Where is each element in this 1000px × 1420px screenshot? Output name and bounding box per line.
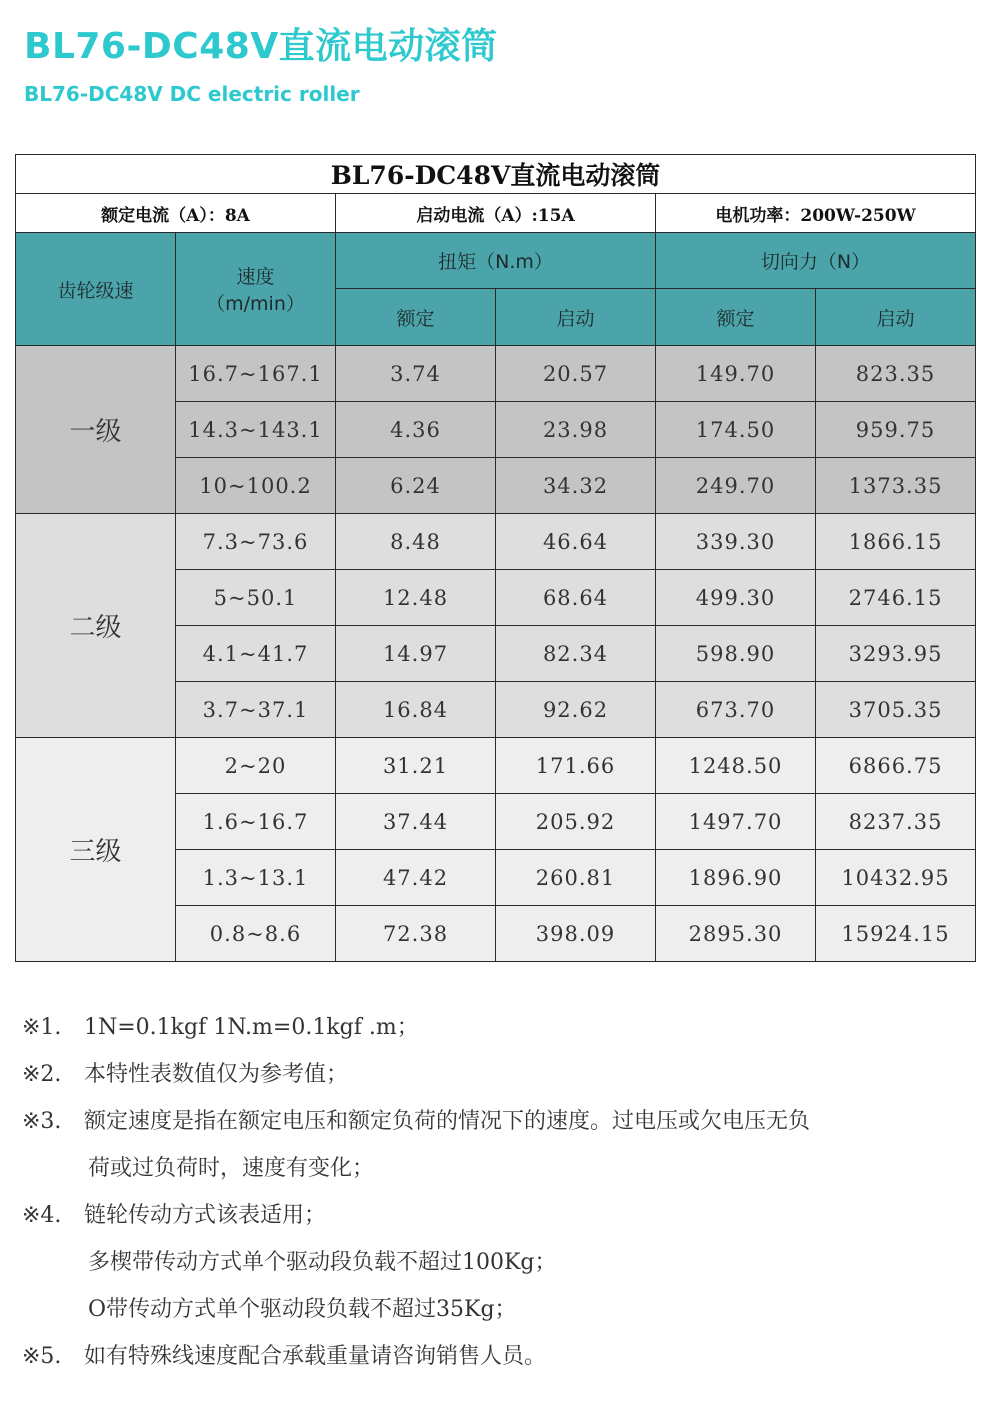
- torque-start-cell: 46.64: [496, 514, 656, 570]
- torque-rated-cell: 47.42: [336, 850, 496, 906]
- gear-level-cell: 二级: [16, 514, 176, 738]
- torque-start-cell: 92.62: [496, 682, 656, 738]
- note-line: [22, 1004, 982, 1051]
- note-marker: ※5.: [22, 1344, 62, 1369]
- force-start-cell: 2746.15: [816, 570, 976, 626]
- note-line: [22, 1239, 982, 1286]
- note-line: [22, 1145, 982, 1192]
- force-start-cell: 1866.15: [816, 514, 976, 570]
- start-current-info: 启动电流（A）:15A: [336, 194, 656, 233]
- note-text: 链轮传动方式该表适用；: [84, 1203, 327, 1228]
- force-rated-cell: 1896.90: [656, 850, 816, 906]
- torque-rated-cell: 72.38: [336, 906, 496, 962]
- torque-start-cell: 398.09: [496, 906, 656, 962]
- header-torque-rated: 额定: [336, 289, 496, 346]
- speed-cell: 7.3~73.6: [176, 514, 336, 570]
- note-marker: ※3.: [22, 1109, 62, 1134]
- force-rated-cell: 598.90: [656, 626, 816, 682]
- spec-table: [15, 154, 976, 962]
- notes: [22, 1004, 982, 1380]
- page-subtitle: BL76-DC48V DC electric roller: [24, 82, 360, 106]
- speed-cell: 10~100.2: [176, 458, 336, 514]
- note-text: 荷或过负荷时，速度有变化；: [88, 1156, 375, 1181]
- table-row: [16, 738, 976, 794]
- note-text: 本特性表数值仅为参考值；: [84, 1062, 349, 1087]
- page-title: BL76-DC48V直流电动滚筒: [24, 26, 498, 67]
- speed-cell: 3.7~37.1: [176, 682, 336, 738]
- torque-rated-cell: 8.48: [336, 514, 496, 570]
- motor-power-info: 电机功率：200W-250W: [656, 194, 976, 233]
- rated-current-info: 额定电流（A）：8A: [16, 194, 336, 233]
- torque-rated-cell: 3.74: [336, 346, 496, 402]
- torque-start-cell: 260.81: [496, 850, 656, 906]
- note-text: O带传动方式单个驱动段负载不超过35Kg；: [88, 1297, 517, 1322]
- speed-cell: 16.7~167.1: [176, 346, 336, 402]
- note-text: 1N=0.1kgf 1N.m=0.1kgf .m；: [84, 1015, 419, 1040]
- note-line: [22, 1333, 982, 1380]
- torque-start-cell: 68.64: [496, 570, 656, 626]
- note-text: 多楔带传动方式单个驱动段负载不超过100Kg；: [88, 1250, 557, 1275]
- force-rated-cell: 2895.30: [656, 906, 816, 962]
- torque-rated-cell: 37.44: [336, 794, 496, 850]
- speed-cell: 1.6~16.7: [176, 794, 336, 850]
- force-start-cell: 8237.35: [816, 794, 976, 850]
- table-row: [16, 346, 976, 402]
- force-start-cell: 3705.35: [816, 682, 976, 738]
- torque-start-cell: 20.57: [496, 346, 656, 402]
- torque-start-cell: 82.34: [496, 626, 656, 682]
- force-start-cell: 3293.95: [816, 626, 976, 682]
- torque-rated-cell: 6.24: [336, 458, 496, 514]
- header-gear-level: 齿轮级速: [16, 233, 176, 346]
- speed-cell: 1.3~13.1: [176, 850, 336, 906]
- torque-rated-cell: 14.97: [336, 626, 496, 682]
- speed-cell: 14.3~143.1: [176, 402, 336, 458]
- note-line: [22, 1098, 982, 1145]
- header-tangential-force: 切向力（N）: [656, 233, 976, 289]
- torque-rated-cell: 12.48: [336, 570, 496, 626]
- force-rated-cell: 249.70: [656, 458, 816, 514]
- gear-level-cell: 三级: [16, 738, 176, 962]
- force-rated-cell: 149.70: [656, 346, 816, 402]
- header-speed-label: 速度: [236, 266, 275, 288]
- force-rated-cell: 1497.70: [656, 794, 816, 850]
- force-rated-cell: 339.30: [656, 514, 816, 570]
- force-start-cell: 959.75: [816, 402, 976, 458]
- speed-cell: 5~50.1: [176, 570, 336, 626]
- note-marker: ※4.: [22, 1203, 62, 1228]
- force-start-cell: 823.35: [816, 346, 976, 402]
- force-start-cell: 1373.35: [816, 458, 976, 514]
- header-speed-unit: （m/min）: [206, 293, 305, 315]
- torque-rated-cell: 31.21: [336, 738, 496, 794]
- torque-start-cell: 205.92: [496, 794, 656, 850]
- force-rated-cell: 499.30: [656, 570, 816, 626]
- note-text: 额定速度是指在额定电压和额定负荷的情况下的速度。过电压或欠电压无负: [84, 1109, 811, 1134]
- header-torque-start: 启动: [496, 289, 656, 346]
- gear-level-cell: 一级: [16, 346, 176, 514]
- header-force-start: 启动: [816, 289, 976, 346]
- force-rated-cell: 174.50: [656, 402, 816, 458]
- note-line: [22, 1051, 982, 1098]
- speed-cell: 2~20: [176, 738, 336, 794]
- torque-rated-cell: 16.84: [336, 682, 496, 738]
- force-rated-cell: 1248.50: [656, 738, 816, 794]
- speed-cell: 4.1~41.7: [176, 626, 336, 682]
- note-text: 如有特殊线速度配合承载重量请咨询销售人员。: [84, 1344, 547, 1369]
- note-marker: ※1.: [22, 1015, 62, 1040]
- note-line: [22, 1192, 982, 1239]
- header-torque: 扭矩（N.m）: [336, 233, 656, 289]
- speed-cell: 0.8~8.6: [176, 906, 336, 962]
- force-start-cell: 6866.75: [816, 738, 976, 794]
- note-line: [22, 1286, 982, 1333]
- torque-rated-cell: 4.36: [336, 402, 496, 458]
- header-speed: [176, 233, 336, 346]
- torque-start-cell: 171.66: [496, 738, 656, 794]
- torque-start-cell: 23.98: [496, 402, 656, 458]
- force-rated-cell: 673.70: [656, 682, 816, 738]
- table-row: [16, 514, 976, 570]
- force-start-cell: 15924.15: [816, 906, 976, 962]
- header-force-rated: 额定: [656, 289, 816, 346]
- table-title: BL76-DC48V直流电动滚筒: [16, 155, 976, 194]
- force-start-cell: 10432.95: [816, 850, 976, 906]
- torque-start-cell: 34.32: [496, 458, 656, 514]
- note-marker: ※2.: [22, 1062, 62, 1087]
